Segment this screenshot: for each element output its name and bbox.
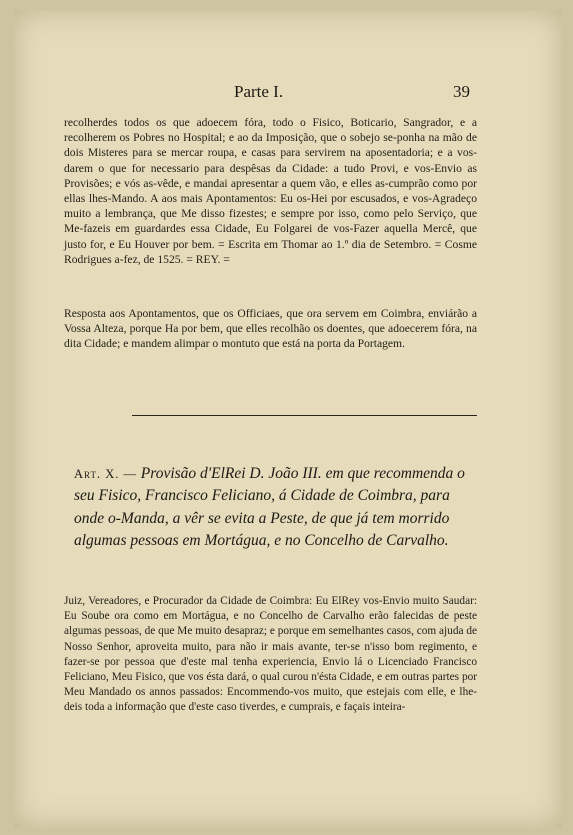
paragraph-reply-summary xyxy=(64,306,477,352)
section-divider xyxy=(132,415,477,416)
paragraph-text: recolherdes todos os que adoecem fóra, todo o Fisico, Boticario, Sangrador, e a recolherem os Pobres no Hospital; e ao da Imposição, que o sobejo se-ponha na mão de dois Misteres para se mercar roupa, e casas para servirem na aposentadoria; e a vos-darem o que for necessario para despêsas da Cidade: a tudo Provi, e vos-Envio as Provisões; e vós as-vêde, e mandai apresentar a quem vão, e elles as-cumprão como por ellas lhes-Mando. A aos mais Apontamentos: Eu os-Hei por escusados, e vos-Agradeço muito a lembrança, que Me disso fizestes; e sempre por isso, como pelo Serviço, que Me-fazeis em guardardes essa Cidade, Eu Folgarei de vos-Fazer aquella Mercê, que justo for, e Eu Houver por bem. = Escrita em Thomar ao 1.º dia de Setembro. = Cosme Rodrigues a-fez, de 1525. = REY. = xyxy=(64,116,477,266)
paragraph-letter-continuation xyxy=(64,115,477,267)
page-number: 39 xyxy=(453,82,470,101)
paragraph-text: Resposta aos Apontamentos, que os Officiaes, que ora servem em Coimbra, enviárão a Vossa Alteza, porque Ha por bem, que elles recolhão os doentes, que adoecerem fóra, na dita Cidade; e mandem alimpar o montuto que está na porta da Portagem. xyxy=(64,307,477,351)
header-title: Parte I. xyxy=(234,82,284,101)
book-page xyxy=(14,10,562,828)
article-label: Art. X. — xyxy=(74,467,138,481)
article-title: Provisão d'ElRei D. João III. em que recommenda o seu Fisico, Francisco Feliciano, á Cidade de Coimbra, para onde o-Manda, a vêr se evita a Peste, de que já tem morrido algumas pessoas em Mortágua, e no Concelho de Carvalho. xyxy=(74,465,465,550)
article-heading xyxy=(74,463,477,553)
paragraph-provision-text xyxy=(64,594,477,716)
paragraph-text: Juiz, Vereadores, e Procurador da Cidade de Coimbra: Eu ElRey vos-Envio muito Saudar: Eu Soube ora como em Mortágua, e no Concelho de Carvalho erão falecidas de peste algumas pessoas, de que Me muito desapraz; e porque em semelhantes casos, com ajuda de Nosso Senhor, aproveita muito, para não ir mais avante, ter-se n'isso bom regimento, e fazer-se por pessoa que d'este mal tenha experiencia, Envio lá o Licenciado Francisco Feliciano, Meu Fisico, que vos ésta dará, o qual curou n'ésta Cidade, e em outras partes por Meu Mandado os annos passados: Encommendo-vos muito, que estejais com elle, e lhe-deis toda a informação que d'este caso tiverdes, e cumprais, e façais inteira- xyxy=(64,595,477,714)
running-header xyxy=(14,82,562,106)
